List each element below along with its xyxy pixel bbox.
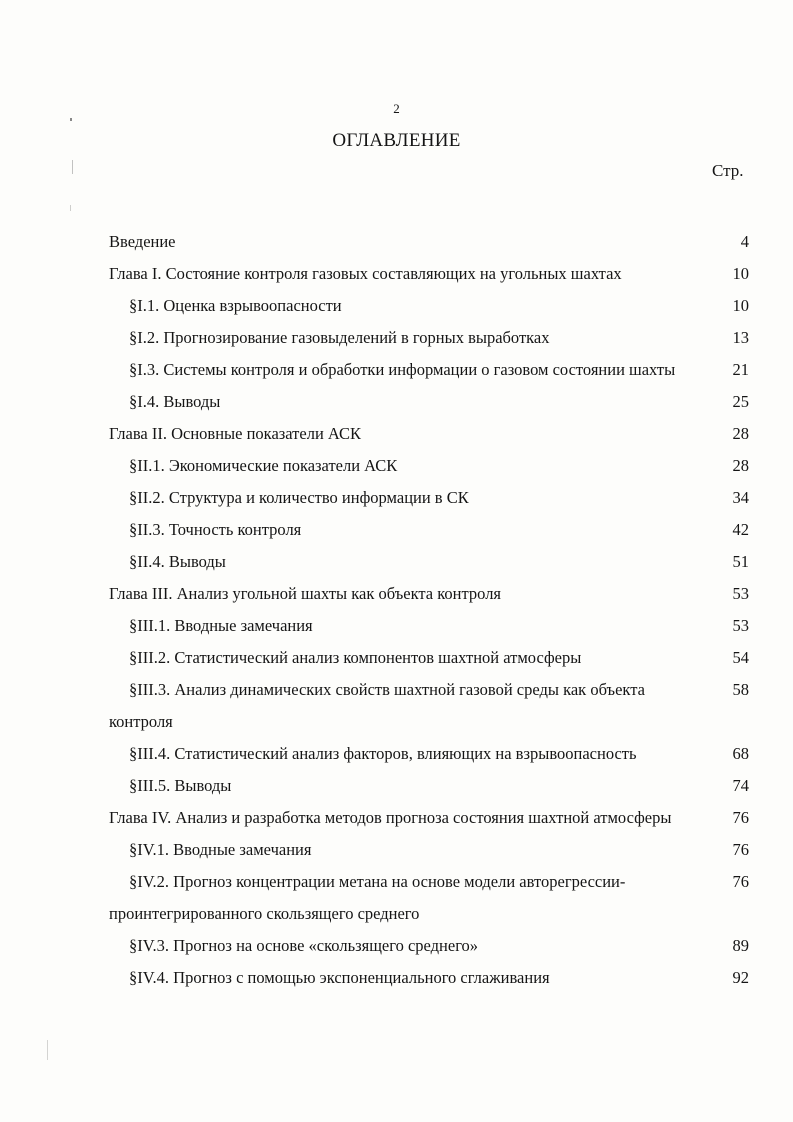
scan-mark: [47, 1040, 48, 1060]
toc-entry-title: §III.1. Вводные замечания: [129, 616, 313, 635]
toc-entry-page: 4: [740, 232, 749, 251]
toc-entry-title: Введение: [109, 232, 176, 251]
scan-mark: [70, 205, 71, 211]
toc-entry-title: Глава II. Основные показатели АСК: [109, 424, 362, 443]
page-title: ОГЛАВЛЕНИЕ: [332, 130, 461, 151]
toc-entry-page: 25: [732, 392, 749, 411]
toc-entry: [109, 802, 749, 834]
toc-entry: [109, 642, 749, 674]
toc-entry: [109, 674, 749, 738]
toc-entry-title: §II.1. Экономические показатели АСК: [129, 456, 398, 475]
toc-entry: [109, 514, 749, 546]
page-column-header: Стр.: [712, 161, 744, 180]
scan-mark: [72, 160, 73, 174]
toc-entry-page: 76: [732, 872, 749, 891]
toc-entry: [109, 290, 749, 322]
toc-entry: [109, 482, 749, 514]
toc-entry-title: §IV.1. Вводные замечания: [129, 840, 312, 859]
toc-entry: [109, 770, 749, 802]
toc-entry-title: §III.2. Статистический анализ компонентов шахтной атмосферы: [129, 648, 582, 667]
table-of-contents: [109, 226, 749, 994]
toc-entry-title: Глава I. Состояние контроля газовых составляющих на угольных шахтах: [109, 264, 622, 283]
toc-entry: [109, 418, 749, 450]
toc-entry: [109, 738, 749, 770]
toc-entry-title: §IV.3. Прогноз на основе «скользящего среднего»: [129, 936, 479, 955]
page-number: 2: [393, 101, 400, 116]
toc-entry-page: 51: [732, 552, 749, 571]
toc-entry: [109, 226, 749, 258]
toc-entry: [109, 386, 749, 418]
toc-entry-page: 42: [732, 520, 749, 539]
toc-entry-title: §III.3. Анализ динамических свойств шахтной газовой среды как объекта контроля: [109, 680, 645, 731]
toc-entry-title: §IV.4. Прогноз с помощью экспоненциального сглаживания: [129, 968, 550, 987]
toc-entry: [109, 322, 749, 354]
toc-entry-title: §II.4. Выводы: [129, 552, 226, 571]
toc-entry: [109, 962, 749, 994]
toc-entry-title: §I.1. Оценка взрывоопасности: [129, 296, 342, 315]
toc-entry: [109, 578, 749, 610]
toc-entry-title: Глава III. Анализ угольной шахты как объекта контроля: [109, 584, 502, 603]
toc-entry-title: §I.2. Прогнозирование газовыделений в горных выработках: [129, 328, 550, 347]
toc-entry-title: §II.2. Структура и количество информации в СК: [129, 488, 469, 507]
toc-entry-page: 74: [732, 776, 749, 795]
toc-entry-title: §III.4. Статистический анализ факторов, влияющих на взрывоопасность: [129, 744, 637, 763]
toc-entry-page: 53: [732, 584, 749, 603]
toc-entry-page: 34: [732, 488, 749, 507]
toc-entry-page: 54: [732, 648, 749, 667]
toc-entry-page: 10: [732, 296, 749, 315]
toc-entry: [109, 354, 749, 386]
toc-entry-page: 58: [732, 680, 749, 699]
toc-entry: [109, 834, 749, 866]
toc-entry-page: 76: [732, 840, 749, 859]
toc-entry-page: 53: [732, 616, 749, 635]
toc-entry: [109, 546, 749, 578]
toc-entry-page: 89: [732, 936, 749, 955]
toc-entry-title: §II.3. Точность контроля: [129, 520, 302, 539]
toc-entry-page: 28: [732, 424, 749, 443]
toc-entry: [109, 258, 749, 290]
toc-entry-title: §I.3. Системы контроля и обработки информации о газовом состоянии шахты: [129, 360, 676, 379]
toc-entry: [109, 450, 749, 482]
toc-entry-title: §I.4. Выводы: [129, 392, 221, 411]
toc-entry-page: 10: [732, 264, 749, 283]
toc-entry-page: 13: [732, 328, 749, 347]
toc-entry: [109, 866, 749, 930]
toc-entry-page: 28: [732, 456, 749, 475]
toc-entry: [109, 610, 749, 642]
toc-entry-page: 76: [732, 808, 749, 827]
toc-entry: [109, 930, 749, 962]
toc-entry-page: 92: [732, 968, 749, 987]
toc-entry-page: 68: [732, 744, 749, 763]
scan-mark: [70, 118, 72, 121]
toc-entry-title: §IV.2. Прогноз концентрации метана на основе модели авторегрессии-проинтегрированного скользящего среднего: [109, 872, 626, 923]
toc-entry-page: 21: [732, 360, 749, 379]
toc-entry-title: §III.5. Выводы: [129, 776, 232, 795]
toc-entry-title: Глава IV. Анализ и разработка методов прогноза состояния шахтной атмосферы: [109, 808, 672, 827]
